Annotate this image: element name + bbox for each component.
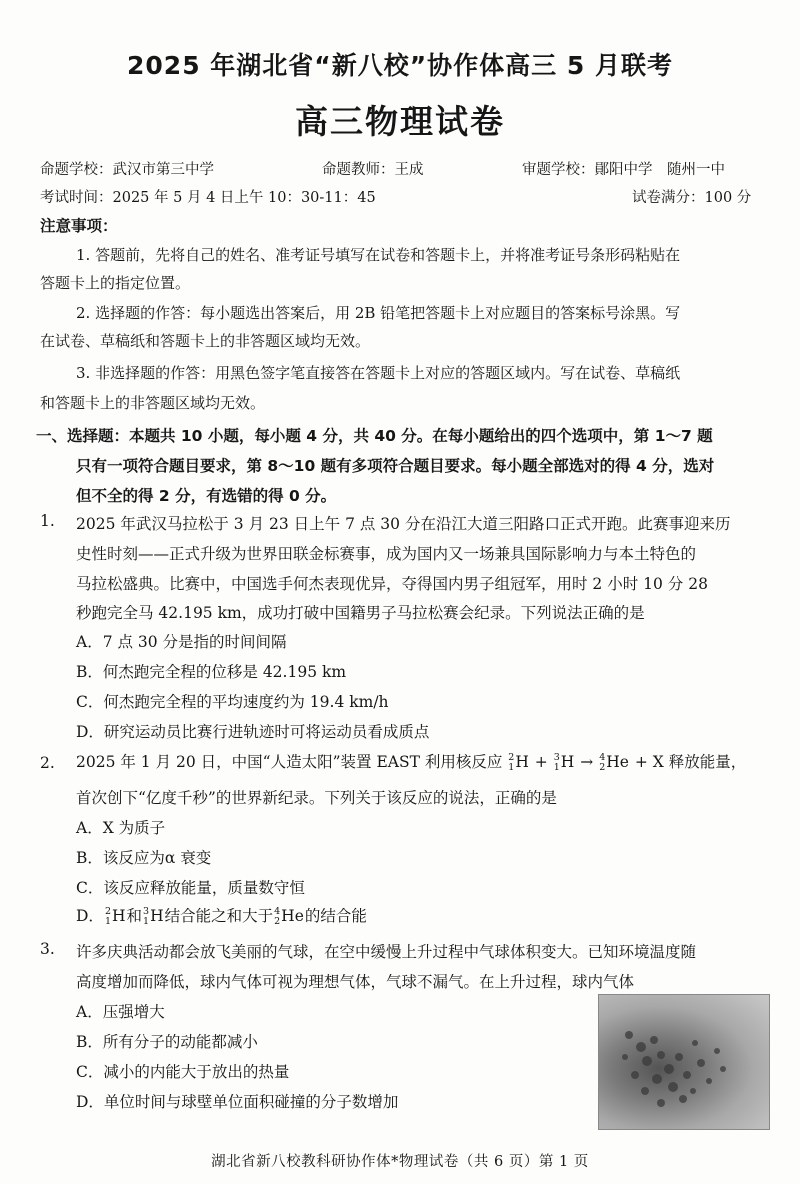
mass-number: 2 [508, 752, 515, 763]
stem-text: 2025 年 1 月 20 日，中国“人造太阳”装置 EAST 利用核反应 [76, 753, 503, 771]
note-line: 2. 选择题的作答：每小题选出答案后，用 2B 铅笔把答题卡上对应题目的答案标号涂黑。写 [76, 304, 681, 322]
nuclide-deuterium [105, 907, 126, 927]
element-symbol: H [111, 907, 126, 925]
element-symbol: He [281, 907, 304, 925]
notes-title: 注意事项： [40, 216, 118, 235]
product-x: + X [634, 753, 664, 771]
note-line: 答题卡上的指定位置。 [40, 274, 191, 292]
element-symbol: H [560, 753, 575, 771]
nuclide-tritium [143, 907, 164, 927]
option-text: 和 [126, 907, 143, 925]
section-instructions: 一、选择题：本题共 10 小题，每小题 4 分，共 40 分。在每小题给出的四个选项中，第 1～7 题 [36, 427, 713, 445]
nuclide-helium [599, 753, 629, 773]
atomic-number: 1 [553, 762, 560, 773]
question-stem: 2025 年武汉马拉松于 3 月 23 日上午 7 点 30 分在沿江大道三阳路口正式开跑。此赛事迎来历 [76, 515, 731, 533]
nuclide-tritium [554, 753, 575, 773]
plus-sign: + [534, 753, 548, 771]
section-instructions: 只有一项符合题目要求，第 8～10 题有多项符合题目要求。每小题全部选对的得 4 分，选对 [76, 457, 715, 475]
note-line: 1. 答题前，先将自己的姓名、准考证号填写在试卷和答题卡上，并将准考证号条形码粘贴在 [76, 246, 681, 264]
option-b: B．所有分子的动能都减小 [76, 1033, 258, 1051]
option-a: A．压强增大 [76, 1003, 165, 1021]
mass-number: 3 [553, 752, 560, 763]
balloons-image [599, 995, 769, 1129]
question-stem: 秒跑完全马 42.195 km，成功打破中国籍男子马拉松赛会纪录。下列说法正确的是 [76, 604, 645, 622]
exam-title: 2025 年湖北省“新八校”协作体高三 5 月联考 [127, 51, 673, 80]
element-symbol: He [606, 753, 629, 771]
question-stem: 马拉松盛典。比赛中，中国选手何杰表现优异，夺得国内男子组冠军，用时 2 小时 10 分 28 [76, 575, 708, 593]
atomic-number: 1 [143, 916, 150, 927]
mass-number: 3 [143, 906, 150, 917]
option-d: D．研究运动员比赛行进轨迹时可将运动员看成质点 [76, 723, 430, 741]
paper-title: 高三物理试卷 [295, 102, 505, 141]
option-b: B．该反应为α 衰变 [76, 849, 212, 867]
note-line: 和答题卡上的非答题区域均无效。 [40, 394, 266, 412]
option-c: C．该反应释放能量，质量数守恒 [76, 879, 305, 897]
note-line: 在试卷、草稿纸和答题卡上的非答题区域均无效。 [40, 332, 371, 350]
option-text: 的结合能 [304, 907, 367, 925]
question-stem: 许多庆典活动都会放飞美丽的气球，在空中缓慢上升过程中气球体积变大。已知环境温度随 [76, 943, 697, 961]
note-line: 3. 非选择题的作答：用黑色签字笔直接答在答题卡上对应的答题区域内。写在试卷、草稿纸 [76, 364, 681, 382]
option-a: A．X 为质子 [76, 819, 166, 837]
atomic-number: 2 [599, 762, 606, 773]
option-d: D．单位时间与球壁单位面积碰撞的分子数增加 [76, 1093, 399, 1111]
nuclide-deuterium [508, 753, 529, 773]
atomic-number: 2 [274, 916, 281, 927]
element-symbol: H [515, 753, 529, 771]
option-d [76, 904, 367, 927]
question-stem [76, 750, 746, 773]
question-number: 1. [40, 512, 55, 530]
question-stem: 首次创下“亿度千秒”的世界新纪录。下列关于该反应的说法，正确的是 [76, 789, 557, 807]
option-c: C．减小的内能大于放出的热量 [76, 1063, 290, 1081]
option-a: A．7 点 30 分是指的时间间隔 [76, 633, 287, 651]
exam-time: 考试时间：2025 年 5 月 4 日上午 10：30-11：45 [40, 190, 376, 206]
element-symbol: H [150, 907, 164, 925]
option-c: C．何杰跑完全程的平均速度约为 19.4 km/h [76, 693, 389, 711]
full-score: 试卷满分：100 分 [632, 190, 752, 206]
page-footer: 湖北省新八校教科研协作体*物理试卷（共 6 页）第 1 页 [211, 1154, 589, 1170]
question-stem: 史性时刻——正式升级为世界田联金标赛事，成为国内又一场兼具国际影响力与本土特色的 [76, 545, 697, 563]
setter-school: 命题学校：武汉市第三中学 [40, 162, 214, 178]
setter-teacher: 命题教师：王成 [322, 162, 424, 178]
question-number: 2. [40, 754, 55, 772]
review-school: 审题学校：鄖阳中学 随州一中 [522, 162, 725, 178]
atomic-number: 1 [104, 916, 111, 927]
nuclide-helium [274, 907, 304, 927]
question-stem: 高度增加而降低，球内气体可视为理想气体，气球不漏气。在上升过程，球内气体 [76, 973, 635, 991]
option-b: B．何杰跑完全程的位移是 42.195 km [76, 663, 347, 681]
mass-number: 4 [599, 752, 606, 763]
question-number: 3. [40, 940, 55, 958]
atomic-number: 1 [508, 762, 515, 773]
stem-text: 释放能量， [668, 753, 747, 771]
reaction-arrow: → [580, 753, 594, 771]
balloons-photo [598, 994, 770, 1130]
section-instructions: 但不全的得 2 分，有选错的得 0 分。 [76, 487, 337, 505]
mass-number: 4 [274, 906, 281, 917]
option-label: D． [76, 907, 104, 925]
mass-number: 2 [104, 906, 111, 917]
option-text: 结合能之和大于 [164, 907, 274, 925]
